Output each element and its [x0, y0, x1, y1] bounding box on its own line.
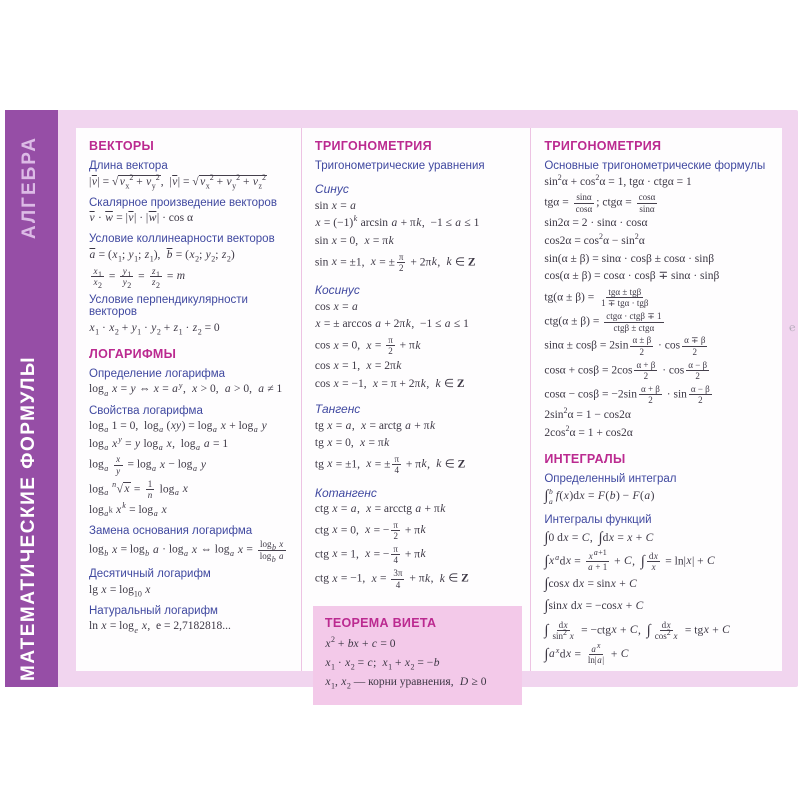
purple-spine — [5, 110, 58, 687]
formula: ctg x = 1, x = − $\frac{\pi}{4}$ + πk — [314, 543, 426, 566]
subsection-title: Синус — [314, 182, 349, 196]
subsection-title: Тангенс — [314, 402, 361, 417]
subsection-title: Свойства логарифма — [89, 404, 203, 417]
formula: sin x = ±1, x = ± $\frac{\pi}{2}$ + 2πk, k ∈ Z — [314, 251, 476, 273]
formula: cos x = −1, x = π + 2πk, k ∈ Z — [314, 377, 465, 390]
formula: $x_1$, $x_2$ — корни уравнения, D ≥ 0 — [325, 676, 487, 691]
formula: sinα ± cosβ = 2sin $\frac{\alpha \pm \beta}{2}$ · cos $\frac{\alpha \mp \beta}{2}$ — [544, 335, 706, 357]
formula: tg x = 0, x = πk — [314, 437, 390, 450]
formula: $\cos 2\alpha = \cos^2\alpha - \sin^2\alpha$ — [544, 232, 645, 248]
formula: ∫0 dx = C, ∫dx = x + C — [544, 529, 654, 546]
formula: ctg x = 0, x = − $\frac{\pi}{2}$ + πk — [314, 519, 426, 542]
formula: $\overline{a} = (x_1$; $y_1$; $z_1$), $\overline{b} = (x_2$; $y_2$; $z_2$) — [89, 248, 235, 264]
formula: $\log_a 1 = 0$, $\log_a (xy) = \log_a x + \log_a y$ — [89, 420, 267, 435]
formula: $\log_a x = y$ ⇔ $x = a^y$, x > 0, a > 0, a ≠ 1 — [89, 380, 283, 398]
formula: $\int a^xdx$ = $\frac{a^x}{\ln|a|}$ + C — [544, 640, 629, 666]
formula: tg(α ± β) = tgα ± tgβ 1 ∓ tgα · tgβ — [544, 287, 649, 309]
subsection-title: Определенный интеграл — [544, 472, 677, 485]
formula: tgα = $\frac{\sin\alpha}{\cos\alpha}$ ; ctgα = $\frac{\cos\alpha}{\sin\alpha}$ — [544, 192, 656, 214]
formula: ∫sinx dx = −cosx + C — [544, 598, 644, 615]
subsection-title: Тригонометрические уравнения — [314, 160, 485, 172]
section-header: ВЕКТОРЫ — [89, 139, 155, 153]
spine-title-label: МАТЕМАТИЧЕСКИЕ ФОРМУЛЫ — [18, 356, 39, 681]
formula: $|\overline{v}|$ = √ $v_x^2 + v_y^2$, $|\overline{v}|$ = √ $v_x^2 + v_y^2 + v_z^2$ — [89, 172, 267, 190]
subsection-title: Замена основания логарифма — [89, 524, 253, 537]
subsection-title: Натуральный логарифм — [89, 604, 218, 617]
formula: ctg x = −1, x = $\frac{3\pi}{4}$ + πk, k ∈ Z — [314, 568, 469, 590]
formula: $\log_{a^k} x^k = \log_a x$ — [89, 500, 167, 519]
column-trig-formulas-integrals — [531, 128, 782, 671]
formula: cos x = 0, x = $\frac{\pi}{2}$ + πk — [314, 335, 421, 357]
formula: $2\cos^2\alpha = 1 + \cos 2\alpha$ — [544, 423, 633, 439]
subsection-title: Интегралы функций — [544, 514, 652, 527]
formula: tg x = ±1, x = ± $\frac{\pi}{4}$ + πk, k ∈ Z — [314, 453, 466, 476]
formula: cos(α ± β) = cosα · cosβ ∓ sinα · sinβ — [544, 270, 720, 283]
formula: ∫cosx dx = sinx + C — [544, 576, 637, 593]
formula: ctg x = a, x = arcctg a + πk — [314, 503, 446, 516]
formula: ∫ $\frac{dx}{\sin^2 x}$ = −ctgx + C, ∫ $\frac{dx}{\cos^2 x}$ = tgx + C — [544, 619, 730, 642]
formula: sin2α = 2 · sinα · cosα — [544, 217, 648, 230]
subsection-title: Косинус — [314, 283, 360, 298]
formula: $x_1 \cdot x_2 = c$; $x_1 + x_2 = -b$ — [325, 657, 440, 672]
section-header: ТРИГОНОМЕТРИЯ — [314, 139, 432, 153]
formula: $\sin^2\alpha + \cos^2\alpha = 1$, tgα · ctgα = 1 — [544, 172, 692, 188]
formula: ∫ b a f(x)dx = F(b) − F(a) — [544, 487, 655, 506]
formula: x = ± arccos a + 2πk, −1 ≤ a ≤ 1 — [315, 318, 469, 331]
vieta-theorem-box — [313, 606, 522, 706]
formula: tg x = a, x = arctg a + πk — [314, 419, 436, 432]
formula: sin x = 0, x = πk — [314, 234, 394, 247]
formula-card — [5, 110, 798, 691]
formula: $\log_a$ $\frac{x}{y}$ = $\log_a x - \log_a y$ — [89, 454, 206, 476]
column-vectors-logarithms — [76, 128, 302, 671]
subsection-title: Десятичный логарифм — [89, 568, 211, 581]
formula: $\log_b x = \log_b a \cdot \log_a x$ ⇔ $\log_a x$ = $\frac{\log_b x}{\log_b a}$ — [89, 539, 293, 561]
formula: $\int x^adx$ = $\frac{x^{a+1}}{a + 1}$ + C, ∫ $\frac{dx}{x}$ = ln|x| + C — [544, 547, 715, 573]
formula: cos x = a — [314, 300, 358, 313]
subsection-title: Определение логарифма — [89, 367, 226, 380]
formula: $2\sin^2\alpha = 1 - \cos 2\alpha$ — [544, 406, 631, 421]
formula: $\overline{v} \cdot \overline{w} = |\overline{v}| \cdot |\overline{w}| \cdot \cos \alpha$ — [89, 212, 194, 225]
formula: cos x = 1, x = 2πk — [314, 360, 402, 373]
formula: cosα + cosβ = 2cos $\frac{\alpha + \beta}{2}$ · cos $\frac{\alpha - \beta}{2}$ — [544, 359, 708, 381]
formula: sin x = a — [314, 199, 356, 212]
formula: cosα − cosβ = −2sin $\frac{\alpha + \beta}{2}$ · sin $\frac{\alpha - \beta}{2}$ — [544, 383, 710, 406]
card-content-panel — [76, 128, 782, 691]
formula: sin(α ± β) = sinα · cosβ ± cosα · sinβ — [544, 252, 715, 265]
subsection-title: Условие перпендикулярности векторов — [89, 294, 248, 319]
subsection-title: Длина вектора — [89, 160, 168, 172]
pen-mark: ℮ — [788, 321, 798, 335]
subsection-title: Скалярное произведение векторов — [89, 196, 277, 209]
formula: $x^2$ + bx + c = 0 — [325, 635, 396, 650]
formula: $\frac{x_1}{x_2}$ = $\frac{y_1}{y_2}$ = $\frac{z_1}{z_2}$ = m — [89, 266, 293, 288]
subsection-title: Котангенс — [314, 485, 377, 500]
formula: $\ln x = \log_e x$, e = 2,7182818... — [89, 620, 231, 635]
spine-category-label: АЛГЕБРА — [19, 136, 40, 240]
subsection-title: Основные тригонометрические формулы — [544, 160, 766, 172]
column-trig-equations — [302, 128, 531, 691]
section-header: ЛОГАРИФМЫ — [89, 346, 177, 361]
formula: $\lg x = \log_{10} x$ — [89, 583, 151, 598]
subsection-title: Условие коллинеарности векторов — [89, 233, 275, 246]
formula: $x_1 \cdot x_2 + y_1 \cdot y_2 + z_1 \cdot z_2 = 0$ — [89, 321, 220, 336]
section-header: ИНТЕГРАЛЫ — [544, 451, 626, 466]
formula: $x = (-1)^k$ arcsin a + πk, −1 ≤ a ≤ 1 — [315, 214, 480, 230]
formula: $\log_a ^n√$ x = $\frac{1}{n}$ $\log_a x$ — [89, 478, 188, 500]
section-header: ТРИГОНОМЕТРИЯ — [544, 139, 662, 153]
formula: ctg(α ± β) = ctgα · ctgβ ∓ 1 ctgβ ± ctgα — [544, 311, 662, 333]
vieta-title: ТЕОРЕМА ВИЕТА — [324, 615, 437, 630]
formula: $\log_a x^y = y$ $\log_a x$, $\log_a a = 1$ — [89, 434, 229, 453]
